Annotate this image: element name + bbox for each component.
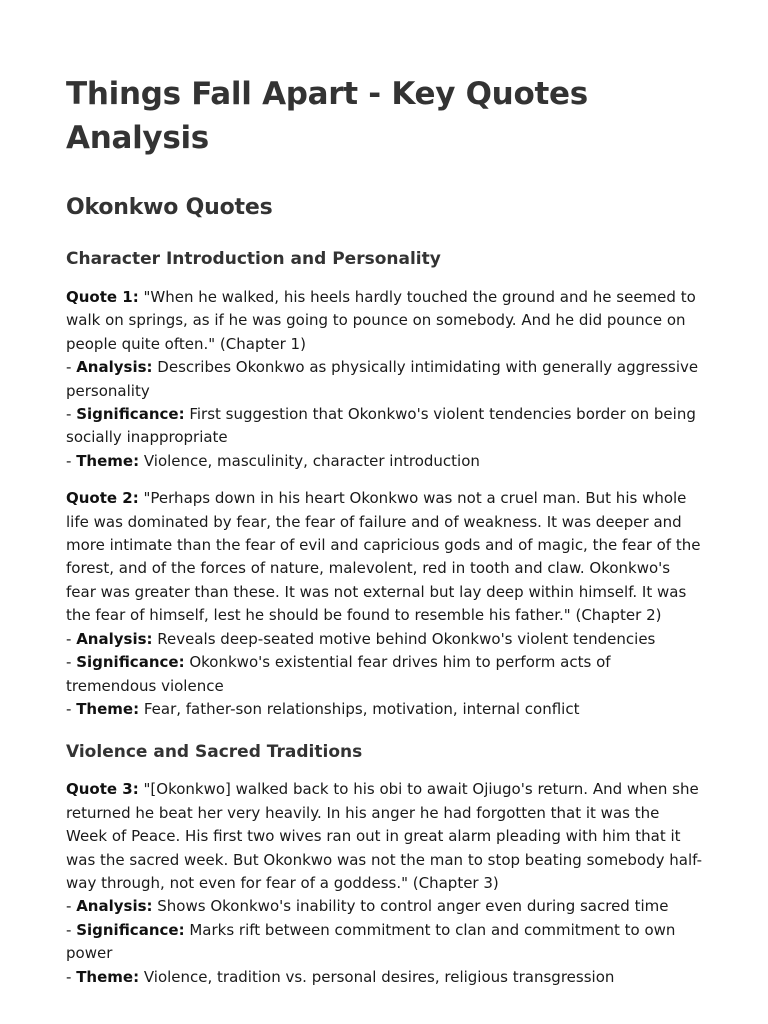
page-title: Things Fall Apart - Key Quotes Analysis [66, 76, 588, 156]
bullet-dash: - [66, 897, 77, 916]
theme-text: Fear, father-son relationships, motivation, internal conflict [139, 699, 580, 718]
subsection-heading-violence-traditions: Violence and Sacred Traditions [66, 742, 363, 763]
theme-line [66, 698, 704, 721]
significance-label: Significance: [76, 405, 185, 424]
quote-label: Quote 3: [66, 780, 139, 799]
subsection-heading-character-introduction: Character Introduction and Personality [66, 249, 441, 269]
theme-text: Violence, tradition vs. personal desires, religious transgression [139, 967, 615, 986]
significance-line [66, 919, 704, 966]
quote-text-line [66, 778, 704, 895]
section-heading-okonkwo-quotes: Okonkwo Quotes [66, 195, 273, 220]
quote-block-2 [66, 487, 704, 721]
analysis-label: Analysis: [76, 897, 153, 916]
quote-text-line [66, 487, 704, 627]
analysis-line [66, 356, 704, 403]
theme-label: Theme: [76, 699, 140, 718]
significance-line [66, 403, 704, 450]
analysis-line [66, 628, 704, 651]
theme-label: Theme: [76, 451, 140, 470]
bullet-dash: - [66, 405, 77, 424]
bullet-dash: - [66, 920, 77, 939]
bullet-dash: - [66, 629, 77, 648]
significance-text: Marks rift between commitment to clan and commitment to own power [66, 920, 676, 963]
quote-label: Quote 1: [66, 288, 139, 306]
bullet-dash: - [66, 699, 77, 718]
quote-label: Quote 2: [66, 489, 139, 508]
analysis-label: Analysis: [76, 358, 153, 377]
analysis-text: Describes Okonkwo as physically intimidating with generally aggressive personality [66, 358, 699, 400]
significance-label: Significance: [76, 653, 185, 672]
analysis-label: Analysis: [76, 629, 153, 648]
significance-text: First suggestion that Okonkwo's violent tendencies border on being socially inappropriate [66, 405, 696, 447]
quote-text-line [66, 286, 704, 356]
significance-text: Okonkwo's existential fear drives him to perform acts of tremendous violence [66, 653, 611, 695]
quote-text: "Perhaps down in his heart Okonkwo was not a cruel man. But his whole life was dominated by fear, the fear of failure and of weakness. It was deeper and more intimate than the fear of evil and capricious gods and of magic, the fear of the forest, and of the forces of nature, malevolent, red in tooth and claw. Okonkwo's fear was greater than these. It was not external but lay deep within himself. It was the fear of himself, lest he should be found to resemble his father." (Chapter 2) [66, 489, 701, 625]
quote-block-1 [66, 286, 704, 473]
bullet-dash: - [66, 451, 77, 470]
theme-line [66, 966, 704, 989]
bullet-dash: - [66, 653, 77, 672]
analysis-text: Shows Okonkwo's inability to control anger even during sacred time [152, 897, 669, 916]
significance-line [66, 651, 704, 698]
bullet-dash: - [66, 967, 77, 986]
quote-text: "When he walked, his heels hardly touched the ground and he seemed to walk on springs, as if he was going to pounce on somebody. And he did pounce on people quite often." (Chapter 1) [66, 288, 696, 353]
quote-block-3 [66, 778, 704, 989]
theme-label: Theme: [76, 967, 140, 986]
bullet-dash: - [66, 358, 77, 377]
theme-text: Violence, masculinity, character introduction [139, 451, 480, 470]
quote-text: "[Okonkwo] walked back to his obi to await Ojiugo's return. And when she returned he beat her very heavily. In his anger he had forgotten that it was the Week of Peace. His first two wives ran out in great alarm pleading with him that it was the sacred week. But Okonkwo was not the man to stop beating somebody half-way through, not even for fear of a goddess." (Chapter 3) [66, 780, 703, 892]
analysis-line [66, 895, 704, 918]
theme-line [66, 450, 704, 473]
significance-label: Significance: [76, 920, 185, 939]
analysis-text: Reveals deep-seated motive behind Okonkwo's violent tendencies [152, 629, 656, 648]
